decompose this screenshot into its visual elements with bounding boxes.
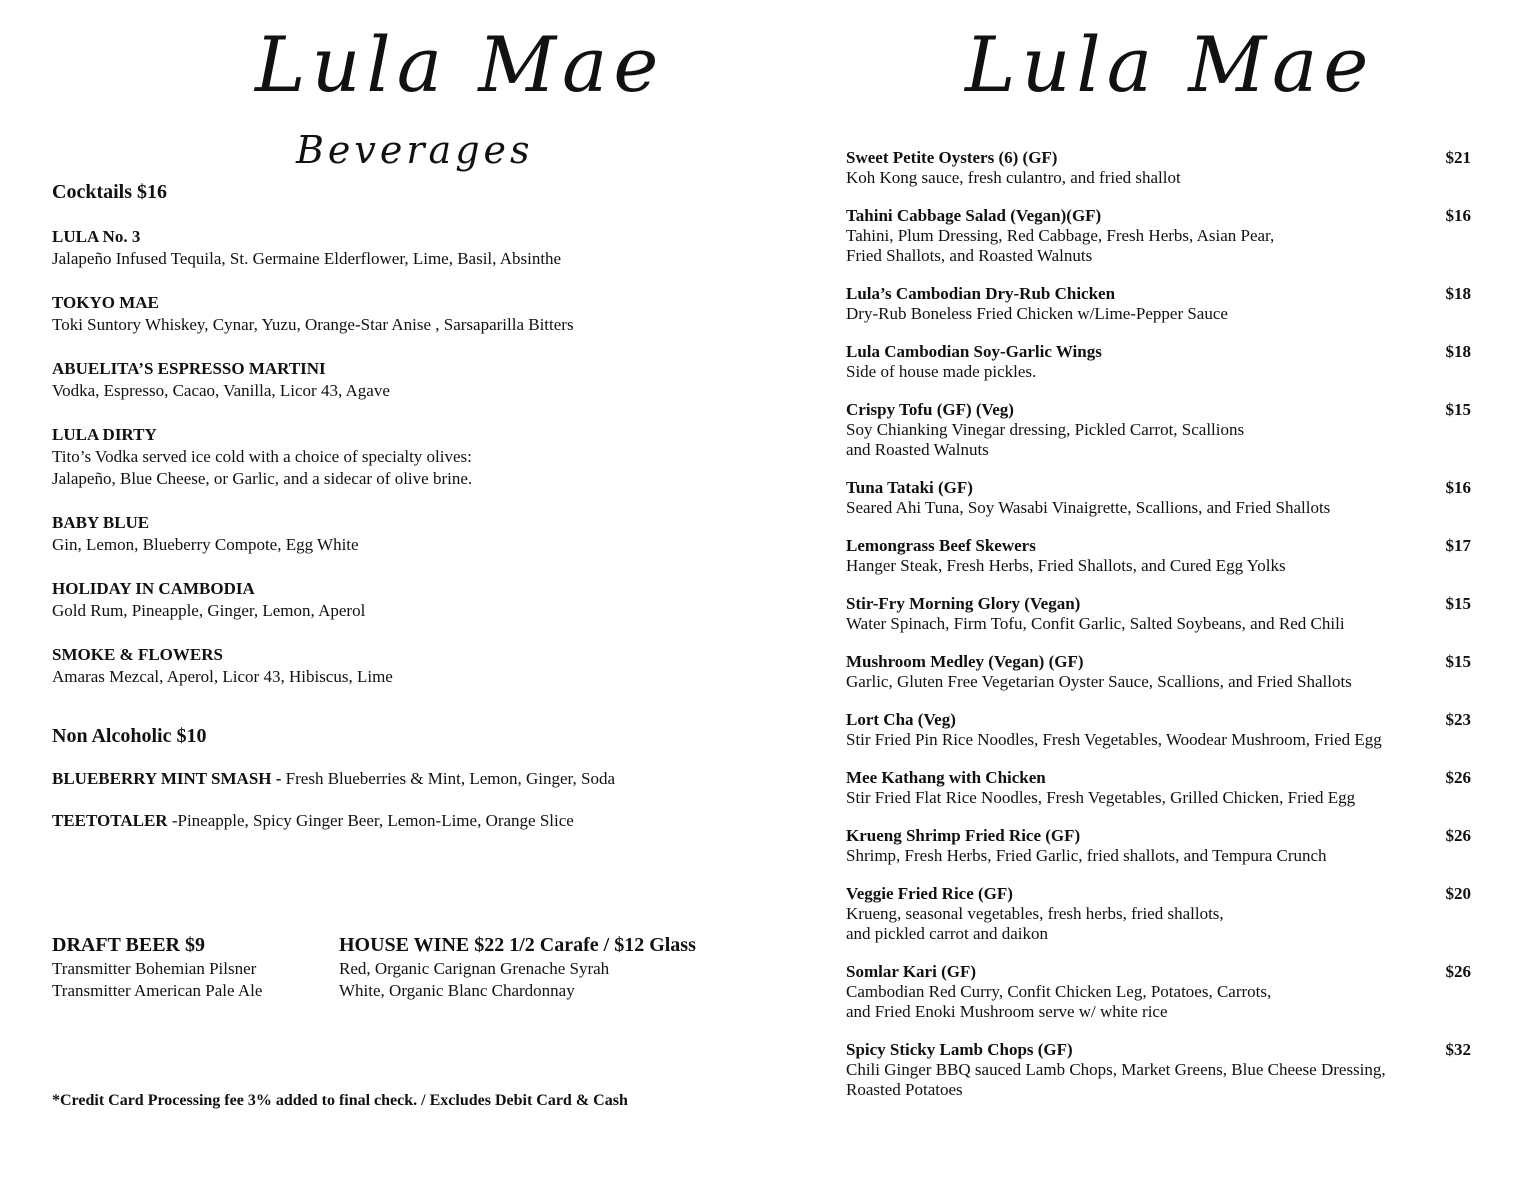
dish-item	[846, 536, 1471, 576]
cocktail-description: Gold Rum, Pineapple, Ginger, Lemon, Aperol	[52, 601, 366, 620]
dish-name: Lula Cambodian Soy-Garlic Wings	[846, 342, 1102, 361]
dish-name: Mushroom Medley (Vegan) (GF)	[846, 652, 1084, 671]
dish-price: $17	[1445, 536, 1471, 555]
cocktail-name: ABUELITA’S ESPRESSO MARTINI	[52, 359, 326, 378]
beer-line: Transmitter American Pale Ale	[52, 981, 263, 1000]
cocktail-name: BABY BLUE	[52, 513, 150, 532]
house-wine-title: HOUSE WINE $22 1/2 Carafe / $12 Glass	[339, 934, 696, 956]
dish-price: $18	[1445, 284, 1471, 303]
dish-name: Tahini Cabbage Salad (Vegan)(GF)	[846, 206, 1102, 225]
dish-price: $21	[1445, 148, 1471, 167]
cocktail-item	[52, 512, 812, 556]
dish-description: Shrimp, Fresh Herbs, Fried Garlic, fried shallots, and Tempura Crunch	[846, 846, 1327, 865]
dish-name: Tuna Tataki (GF)	[846, 478, 973, 497]
dish-name: Crispy Tofu (GF) (Veg)	[846, 400, 1014, 419]
dish-name: Lort Cha (Veg)	[846, 710, 956, 729]
draft-beer-section	[52, 932, 332, 1002]
dish-item	[846, 710, 1471, 750]
dish-name: Mee Kathang with Chicken	[846, 768, 1046, 787]
cocktail-description: Gin, Lemon, Blueberry Compote, Egg White	[52, 535, 359, 554]
dish-price: $18	[1445, 342, 1471, 361]
cocktail-item	[52, 292, 812, 336]
dish-item	[846, 478, 1471, 518]
dish-description: Krueng, seasonal vegetables, fresh herbs, fried shallots, and pickled carrot and daikon	[846, 904, 1224, 943]
non-alcoholic-description: -Pineapple, Spicy Ginger Beer, Lemon-Lime, Orange Slice	[167, 811, 574, 830]
dish-description: Water Spinach, Firm Tofu, Confit Garlic, Salted Soybeans, and Red Chili	[846, 614, 1345, 633]
cocktail-list	[52, 226, 812, 688]
dish-name: Lemongrass Beef Skewers	[846, 536, 1036, 555]
dish-price: $32	[1445, 1040, 1471, 1059]
dish-name: Somlar Kari (GF)	[846, 962, 976, 981]
dish-item	[846, 768, 1471, 808]
cocktail-description: Toki Suntory Whiskey, Cynar, Yuzu, Orange-Star Anise , Sarsaparilla Bitters	[52, 315, 574, 334]
dish-description: Stir Fried Pin Rice Noodles, Fresh Vegetables, Woodear Mushroom, Fried Egg	[846, 730, 1382, 749]
dish-price: $26	[1445, 768, 1471, 787]
dish-price: $20	[1445, 884, 1471, 903]
cocktail-name: LULA DIRTY	[52, 425, 157, 444]
dish-description: Garlic, Gluten Free Vegetarian Oyster Sauce, Scallions, and Fried Shallots	[846, 672, 1352, 691]
beverages-column	[52, 180, 812, 832]
non-alcoholic-item	[52, 810, 812, 832]
dish-description: Hanger Steak, Fresh Herbs, Fried Shallots, and Cured Egg Yolks	[846, 556, 1286, 575]
dish-item	[846, 884, 1471, 944]
dish-name: Spicy Sticky Lamb Chops (GF)	[846, 1040, 1073, 1059]
non-alcoholic-name: BLUEBERRY MINT SMASH -	[52, 769, 282, 788]
beverages-heading: Beverages	[296, 128, 534, 172]
dish-description: Soy Chianking Vinegar dressing, Pickled Carrot, Scallions and Roasted Walnuts	[846, 420, 1245, 459]
cocktail-description: Vodka, Espresso, Cacao, Vanilla, Licor 43, Agave	[52, 381, 390, 400]
dish-name: Krueng Shrimp Fried Rice (GF)	[846, 826, 1081, 845]
cocktail-name: SMOKE & FLOWERS	[52, 645, 223, 664]
dish-description: Koh Kong sauce, fresh culantro, and fried shallot	[846, 168, 1181, 187]
dish-price: $15	[1445, 652, 1471, 671]
non-alcoholic-name: TEETOTALER	[52, 811, 168, 830]
cocktails-title: Cocktails $16	[52, 181, 167, 203]
dish-name: Veggie Fried Rice (GF)	[846, 884, 1013, 903]
cocktail-item	[52, 358, 812, 402]
cocktail-name: LULA No. 3	[52, 227, 141, 246]
dish-price: $23	[1445, 710, 1471, 729]
cocktail-name: TOKYO MAE	[52, 293, 159, 312]
cocktail-item	[52, 424, 812, 490]
house-wine-section	[339, 932, 779, 1002]
non-alcoholic-list	[52, 768, 812, 832]
dish-name: Lula’s Cambodian Dry-Rub Chicken	[846, 284, 1116, 303]
cocktail-item	[52, 644, 812, 688]
dish-price: $26	[1445, 826, 1471, 845]
dish-price: $16	[1445, 206, 1471, 225]
logo-lula-mae-right: Lula Mae	[965, 20, 1375, 109]
dish-item	[846, 594, 1471, 634]
dish-item	[846, 826, 1471, 866]
dish-item	[846, 148, 1471, 188]
dish-name: Sweet Petite Oysters (6) (GF)	[846, 148, 1058, 167]
non-alcoholic-title: Non Alcoholic $10	[52, 725, 207, 747]
cocktail-description: Tito’s Vodka served ice cold with a choice of specialty olives: Jalapeño, Blue Cheese, or Garlic, and a sidecar of olive brine.	[52, 447, 473, 488]
dish-item	[846, 1040, 1471, 1100]
dish-item	[846, 206, 1471, 266]
logo-lula-mae-left: Lula Mae	[255, 20, 665, 109]
dish-price: $15	[1445, 400, 1471, 419]
dish-item	[846, 284, 1471, 324]
dish-description: Seared Ahi Tuna, Soy Wasabi Vinaigrette, Scallions, and Fried Shallots	[846, 498, 1331, 517]
wine-line: Red, Organic Carignan Grenache Syrah	[339, 959, 610, 978]
wine-line: White, Organic Blanc Chardonnay	[339, 981, 575, 1000]
non-alcoholic-item	[52, 768, 812, 790]
cocktail-description: Amaras Mezcal, Aperol, Licor 43, Hibiscus, Lime	[52, 667, 393, 686]
dish-description: Chili Ginger BBQ sauced Lamb Chops, Market Greens, Blue Cheese Dressing, Roasted Potatoes	[846, 1060, 1386, 1099]
non-alcoholic-description: Fresh Blueberries & Mint, Lemon, Ginger, Soda	[281, 769, 616, 788]
dish-description: Stir Fried Flat Rice Noodles, Fresh Vegetables, Grilled Chicken, Fried Egg	[846, 788, 1356, 807]
dish-price: $16	[1445, 478, 1471, 497]
food-menu-column	[846, 148, 1471, 1118]
dish-price: $15	[1445, 594, 1471, 613]
cocktail-item	[52, 578, 812, 622]
dish-item	[846, 962, 1471, 1022]
dish-description: Cambodian Red Curry, Confit Chicken Leg, Potatoes, Carrots, and Fried Enoki Mushroom serve w/ white rice	[846, 982, 1272, 1021]
dish-item	[846, 342, 1471, 382]
draft-beer-title: DRAFT BEER $9	[52, 934, 205, 956]
dish-price: $26	[1445, 962, 1471, 981]
dish-description: Tahini, Plum Dressing, Red Cabbage, Fresh Herbs, Asian Pear, Fried Shallots, and Roasted Walnuts	[846, 226, 1275, 265]
cocktail-item	[52, 226, 812, 270]
beer-line: Transmitter Bohemian Pilsner	[52, 959, 257, 978]
cocktail-description: Jalapeño Infused Tequila, St. Germaine Elderflower, Lime, Basil, Absinthe	[52, 249, 562, 268]
dish-description: Dry-Rub Boneless Fried Chicken w/Lime-Pepper Sauce	[846, 304, 1228, 323]
credit-card-footnote: *Credit Card Processing fee 3% added to final check. / Excludes Debit Card & Cash	[52, 1092, 628, 1109]
dish-item	[846, 400, 1471, 460]
dish-item	[846, 652, 1471, 692]
cocktail-name: HOLIDAY IN CAMBODIA	[52, 579, 255, 598]
dish-description: Side of house made pickles.	[846, 362, 1037, 381]
dish-name: Stir-Fry Morning Glory (Vegan)	[846, 594, 1081, 613]
